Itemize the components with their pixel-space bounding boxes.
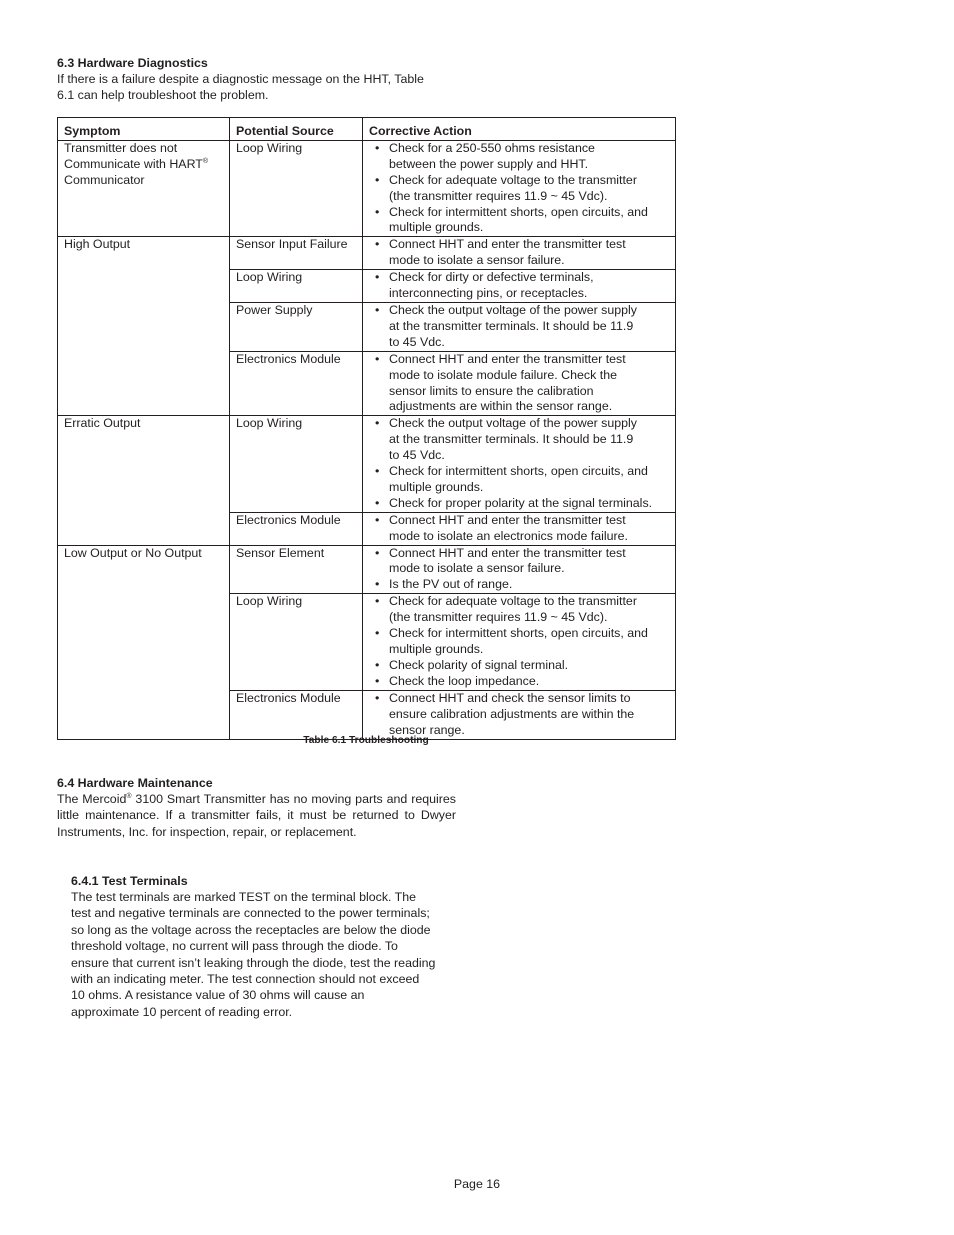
source-cell: Sensor Element xyxy=(230,545,363,594)
troubleshooting-table xyxy=(57,117,676,740)
action-cell xyxy=(363,140,676,236)
action-item: • Connect HHT and enter the transmitter test mode to isolate a sensor failure. xyxy=(369,237,673,269)
action-cell xyxy=(363,237,676,270)
action-cell xyxy=(363,302,676,351)
source-cell: Electronics Module xyxy=(230,512,363,545)
table-caption: Table 6.1 Troubleshooting xyxy=(303,735,429,746)
registered-mark: ® xyxy=(126,793,132,800)
symptom-line: Communicator xyxy=(64,172,145,187)
paragraph-line: so long as the voltage across the receptacles are below the diode xyxy=(71,922,431,937)
action-item: • Check polarity of signal terminal. xyxy=(369,658,673,674)
source-cell: Electronics Module xyxy=(230,351,363,416)
paragraph-line: approximate 10 percent of reading error. xyxy=(71,1004,293,1019)
action-item: • Check the output voltage of the power supply at the transmitter terminals. It should be 11.9 to 45 Vdc. xyxy=(369,303,673,351)
header-symptom: Symptom xyxy=(58,118,230,141)
paragraph-line: with an indicating meter. The test connection should not exceed xyxy=(71,972,420,987)
action-item: • Check for adequate voltage to the transmitter (the transmitter requires 11.9 ~ 45 Vdc). xyxy=(369,173,673,205)
action-item: • Check for intermittent shorts, open circuits, and multiple grounds. xyxy=(369,205,673,237)
paragraph-line: test and negative terminals are connected to the power terminals; xyxy=(71,906,430,921)
intro-line: If there is a failure despite a diagnostic message on the HHT, Table xyxy=(57,72,424,86)
paragraph-line: The test terminals are marked TEST on the terminal block. The xyxy=(71,890,417,904)
section-6-4-heading: 6.4 Hardware Maintenance xyxy=(57,776,213,790)
action-item: • Connect HHT and enter the transmitter test mode to isolate an electronics mode failure. xyxy=(369,513,673,545)
symptom-cell xyxy=(58,140,230,236)
action-item: • Is the PV out of range. xyxy=(369,577,673,593)
action-item: • Check the loop impedance. xyxy=(369,674,673,690)
intro-line: 6.1 can help troubleshoot the problem. xyxy=(57,88,269,103)
action-item: • Check the output voltage of the power supply at the transmitter terminals. It should be 11.9 to 45 Vdc. xyxy=(369,416,673,464)
action-item: • Check for intermittent shorts, open circuits, and multiple grounds. xyxy=(369,626,673,658)
symptom-text: Communicate with HART xyxy=(64,156,203,171)
paragraph-line: ensure that current isn’t leaking through the diode, test the reading xyxy=(71,955,436,970)
registered-mark: ® xyxy=(202,157,209,165)
header-corrective-action: Corrective Action xyxy=(363,118,676,141)
action-item: • Check for dirty or defective terminals, interconnecting pins, or receptacles. xyxy=(369,270,673,302)
header-potential-source: Potential Source xyxy=(230,118,363,141)
table-header-row xyxy=(58,118,676,141)
symptom-cell: High Output xyxy=(58,237,230,416)
section-6-4-1-heading: 6.4.1 Test Terminals xyxy=(71,874,188,888)
action-cell xyxy=(363,594,676,690)
symptom-cell: Erratic Output xyxy=(58,416,230,545)
table-row xyxy=(58,545,676,594)
symptom-line: Transmitter does not xyxy=(64,140,178,155)
source-cell: Sensor Input Failure xyxy=(230,237,363,270)
symptom-cell: Low Output or No Output xyxy=(58,545,230,739)
action-item: • Check for adequate voltage to the transmitter (the transmitter requires 11.9 ~ 45 Vdc). xyxy=(369,594,673,626)
action-item: • Connect HHT and enter the transmitter test mode to isolate module failure. Check the sensor limits to ensure the calibration adjustments are within the sensor range. xyxy=(369,352,673,416)
action-item: • Connect HHT and check the sensor limits to ensure calibration adjustments are within the sensor range. xyxy=(369,691,673,739)
paragraph-line: 10 ohms. A resistance value of 30 ohms will cause an xyxy=(71,988,365,1003)
section-6-3-intro xyxy=(57,71,424,104)
action-cell xyxy=(363,270,676,303)
source-cell: Loop Wiring xyxy=(230,416,363,512)
source-cell: Loop Wiring xyxy=(230,140,363,236)
paragraph-line: threshold voltage, no current will pass through the diode. To xyxy=(71,939,398,954)
paragraph-text: The Mercoid xyxy=(57,792,127,806)
action-item: • Check for a 250-550 ohms resistance between the power supply and HHT. xyxy=(369,141,673,173)
section-6-4-paragraph xyxy=(57,791,456,840)
action-item: • Check for intermittent shorts, open circuits, and multiple grounds. xyxy=(369,464,673,496)
action-cell xyxy=(363,690,676,739)
page-number: Page 16 xyxy=(453,1177,501,1191)
table-row xyxy=(58,140,676,236)
action-cell xyxy=(363,512,676,545)
source-cell: Loop Wiring xyxy=(230,594,363,690)
table-row xyxy=(58,237,676,270)
section-6-3-heading: 6.3 Hardware Diagnostics xyxy=(57,56,208,70)
action-cell xyxy=(363,416,676,512)
source-cell: Power Supply xyxy=(230,302,363,351)
source-cell: Electronics Module xyxy=(230,690,363,739)
action-item: • Check for proper polarity at the signal terminals. xyxy=(369,496,673,512)
section-6-4-1-paragraph xyxy=(71,889,435,1020)
source-cell: Loop Wiring xyxy=(230,270,363,303)
paragraph-text: 3100 Smart Transmitter has no moving parts and requires little maintenance. If a transmitter fails, it must be returned to Dwyer Instruments, Inc. for inspection, repair, or replacement. xyxy=(57,792,456,839)
symptom-line xyxy=(64,157,227,173)
table-row xyxy=(58,416,676,512)
action-cell xyxy=(363,545,676,594)
action-item: • Connect HHT and enter the transmitter test mode to isolate a sensor failure. xyxy=(369,546,673,578)
action-cell xyxy=(363,351,676,416)
